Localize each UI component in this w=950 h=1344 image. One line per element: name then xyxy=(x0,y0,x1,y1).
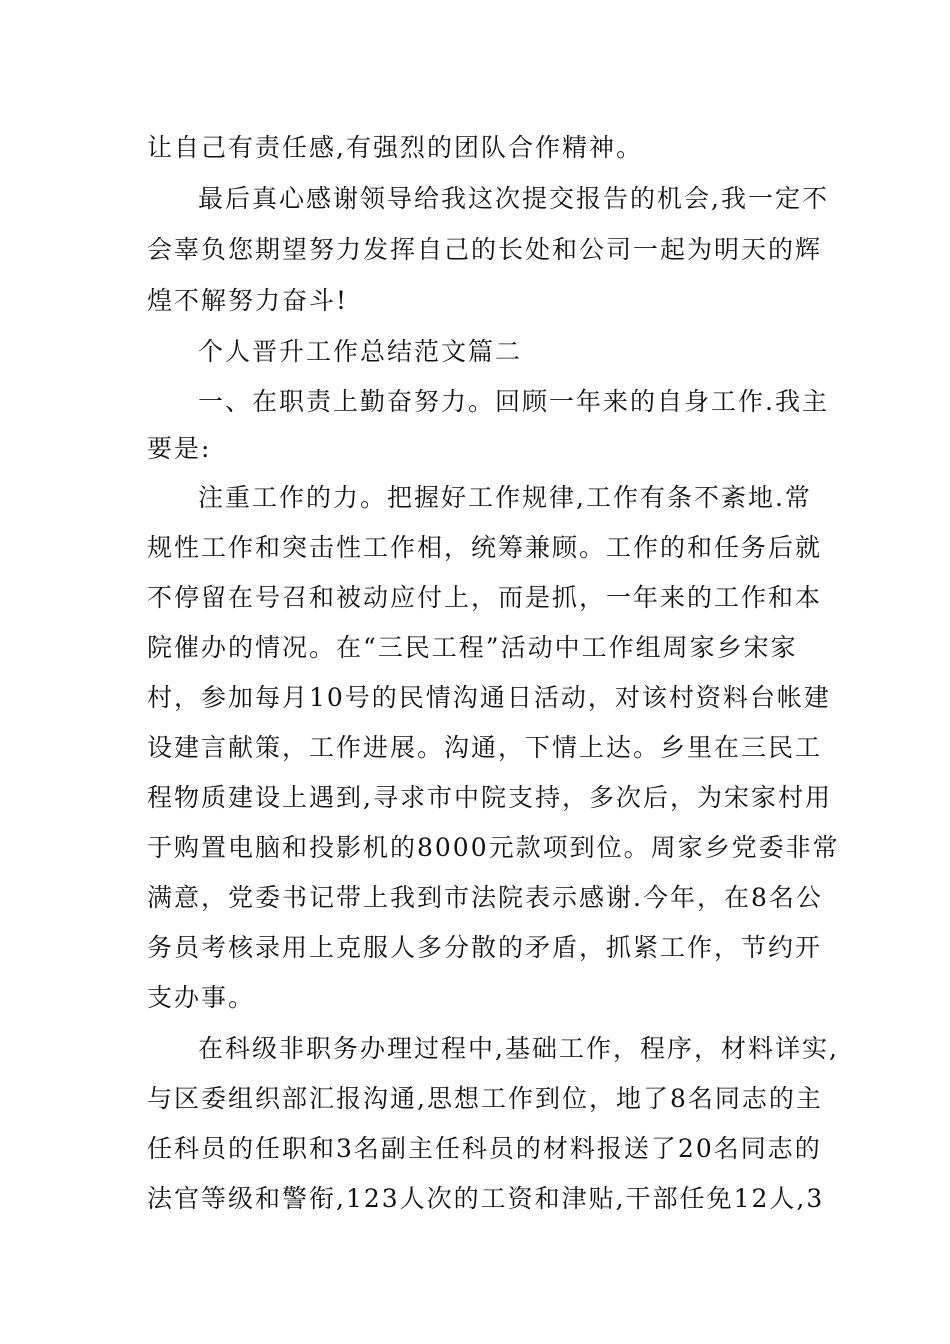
text-line: 一、在职责上勤奋努力。回顾一年来的自身工作.我主 xyxy=(198,387,829,416)
text-line: 规性工作和突击性工作相，统筹兼顾。工作的和任务后就 xyxy=(147,533,823,562)
text-line: 任科员的任职和3名副主任科员的材料报送了20名同志的 xyxy=(147,1134,822,1163)
text-line: 设建言献策，工作进展。沟通，下情上达。乡里在三民工 xyxy=(147,733,823,762)
text-line: 注重工作的力。把握好工作规律,工作有条不紊地.常 xyxy=(198,483,812,512)
text-line: 不停留在号召和被动应付上，而是抓，一年来的工作和本 xyxy=(147,583,823,612)
text-line: 让自己有责任感,有强烈的团队合作精神。 xyxy=(147,133,643,162)
text-line: 最后真心感谢领导给我这次提交报告的机会,我一定不 xyxy=(198,184,829,213)
text-line: 院催办的情况。在“三民工程”活动中工作组周家乡宋家 xyxy=(147,633,798,662)
section-heading: 个人晋升工作总结范文篇二 xyxy=(198,337,523,366)
text-line: 务员考核录用上克服人多分散的矛盾，抓紧工作，节约开 xyxy=(147,933,823,962)
text-line: 程物质建设上遇到,寻求市中院支持，多次后，为宋家村用 xyxy=(147,783,832,812)
text-line: 满意，党委书记带上我到市法院表示感谢.今年，在8名公 xyxy=(147,883,823,912)
text-line: 支办事。 xyxy=(147,983,256,1012)
text-line: 与区委组织部汇报沟通,思想工作到位，地了8名同志的主 xyxy=(147,1084,823,1113)
text-line: 村，参加每月10号的民情沟通日活动，对该村资料台帐建 xyxy=(147,683,831,712)
text-line: 在科级非职务办理过程中,基础工作，程序，材料详实, xyxy=(198,1034,839,1063)
text-line: 法官等级和警衔,123人次的工资和津贴,干部任免12人,3 xyxy=(147,1184,825,1213)
text-line: 于购置电脑和投影机的8000元款项到位。周家乡党委非常 xyxy=(147,833,840,862)
text-line: 煌不解努力奋斗! xyxy=(147,286,349,315)
text-line: 会辜负您期望努力发挥自己的长处和公司一起为明天的辉 xyxy=(147,235,823,264)
text-line: 要是: xyxy=(147,434,212,463)
